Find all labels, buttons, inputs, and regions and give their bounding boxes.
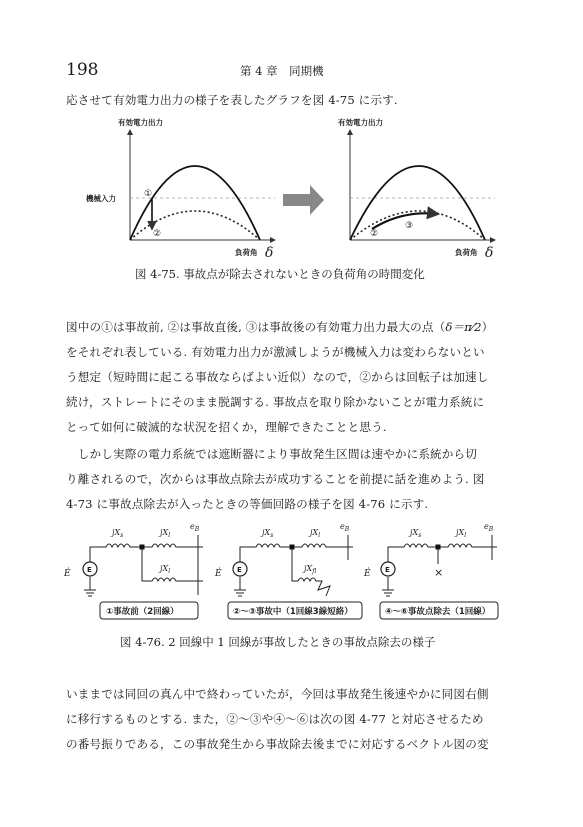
mech-input-label: 機械入力 — [86, 194, 116, 203]
jxfl-label-2: $jX_{fl}$ — [304, 564, 317, 575]
eb-label-3: $e_B$ — [484, 522, 494, 533]
figure-4-75-caption: 図 4-75. 事故点が除去されないときの負荷角の時間変化 — [135, 267, 425, 281]
delta-symbol-2: δ — [485, 245, 494, 261]
jxs-label-3: $jX_s$ — [410, 528, 422, 539]
marker-3: ③ — [405, 221, 414, 231]
jxl-label-1a: $jX_l$ — [160, 528, 171, 539]
emf-label-3: Ė — [364, 569, 371, 579]
x-axis-label: 負荷角 — [235, 248, 258, 257]
page-number: 198 — [66, 60, 99, 80]
chart-after — [338, 117, 495, 261]
p1-close: ） — [481, 320, 494, 334]
figure-4-75 — [60, 112, 520, 262]
jxs-label-2: $jX_s$ — [262, 528, 274, 539]
bus-node-3 — [436, 545, 441, 550]
box-label-1: ①事故前（2回線） — [106, 607, 179, 617]
chapter-title: 第 4 章 同期機 — [240, 64, 324, 78]
marker-1: ① — [144, 189, 153, 199]
paragraph-3-line-2: に移行するものとする. また，②～③や④～⑥は次の図 4-77 と対応させるため — [66, 712, 484, 726]
marker-2: ② — [153, 229, 162, 239]
marker-2b: ② — [370, 229, 379, 239]
paragraph-1-line-1 — [66, 315, 493, 341]
jxl-label-3: $jX_l$ — [456, 528, 467, 539]
figure-4-76 — [60, 520, 520, 630]
delta-formula: δ＝π⁄2 — [445, 320, 482, 334]
emf-label-1: Ė — [64, 569, 71, 579]
circuit-1-wires — [84, 535, 203, 596]
y-axis-label: 有効電力出力 — [118, 118, 163, 127]
delta-symbol: δ — [265, 245, 274, 261]
emf-source-1-label: E — [87, 566, 92, 574]
circuit-during-fault — [214, 522, 362, 619]
emf-source-2-label: E — [237, 566, 242, 574]
paragraph-1-line-2: をそれぞれ表している. 有効電力出力が激減しようが機械入力は変わらないとい — [66, 345, 485, 359]
circuit-fault-cleared — [363, 522, 498, 619]
paragraph-2-line-1: しかし実際の電力系統では遮断器により事故発生区間は速やかに系統から切 — [66, 447, 478, 461]
emf-source-3-label: E — [385, 566, 390, 574]
transition-arrow — [283, 185, 324, 215]
jxl-label-2: $jX_l$ — [310, 528, 321, 539]
pre-fault-curve — [130, 166, 260, 240]
eb-label-2: $e_B$ — [340, 522, 350, 533]
open-breaker-mark: × — [434, 566, 444, 579]
eb-label-1: $e_B$ — [190, 522, 200, 533]
intro-line: 応させて有効電力出力の様子を表したグラフを図 4-75 に示す. — [66, 93, 398, 107]
paragraph-3-line-1: いままでは同回の真ん中で終わっていたが，今回は事故発生後速やかに同図右側 — [66, 687, 489, 701]
box-label-2: ②～③事故中（1回線3線短絡） — [233, 607, 353, 617]
figure-4-76-caption: 図 4-76. 2 回線中 1 回線が事故したときの事故点除去の様子 — [120, 635, 436, 649]
paragraph-1-line-5: とって如何に破滅的な状況を招くか，理解できたことと思う. — [66, 420, 387, 434]
chart-before — [86, 117, 275, 261]
jxl-label-1b: $jX_l$ — [160, 564, 171, 575]
bus-node-1 — [140, 545, 145, 550]
emf-label-2: Ė — [215, 569, 222, 579]
bus-node-2 — [290, 545, 295, 550]
paragraph-3-line-3: の番号振りである，この事故発生から事故除去後までに対応するベクトル図の変 — [66, 737, 489, 751]
paragraph-2-line-2: り離されるので，次からは事故点除去が成功することを前提に話を進めよう. 図 — [66, 472, 485, 486]
paragraph-2-line-3: 4-73 に事故点除去が入ったときの等価回路の様子を図 4-76 に示す. — [66, 497, 429, 511]
y-axis-label-2: 有効電力出力 — [338, 118, 383, 127]
paragraph-1-line-3: う想定（短時間に起こる事故ならばよい近似）なので，②からは回転子は加速し — [66, 370, 489, 384]
circuit-2-wires — [234, 535, 353, 596]
box-label-3: ④～⑥事故点除去（1回線） — [385, 607, 491, 617]
circuit-before-fault — [63, 522, 203, 619]
p1-text: 図中の①は事故前, ②は事故直後, ③は事故後の有効電力出力最大の点（ — [66, 320, 446, 334]
paragraph-1-line-4: 続け，ストレートにそのまま脱調する. 事故点を取り除かないことが電力系統に — [66, 395, 485, 409]
x-axis-label-2: 負荷角 — [455, 248, 478, 257]
jxs-label-1: $jX_s$ — [112, 528, 124, 539]
fault-curve — [130, 211, 260, 240]
